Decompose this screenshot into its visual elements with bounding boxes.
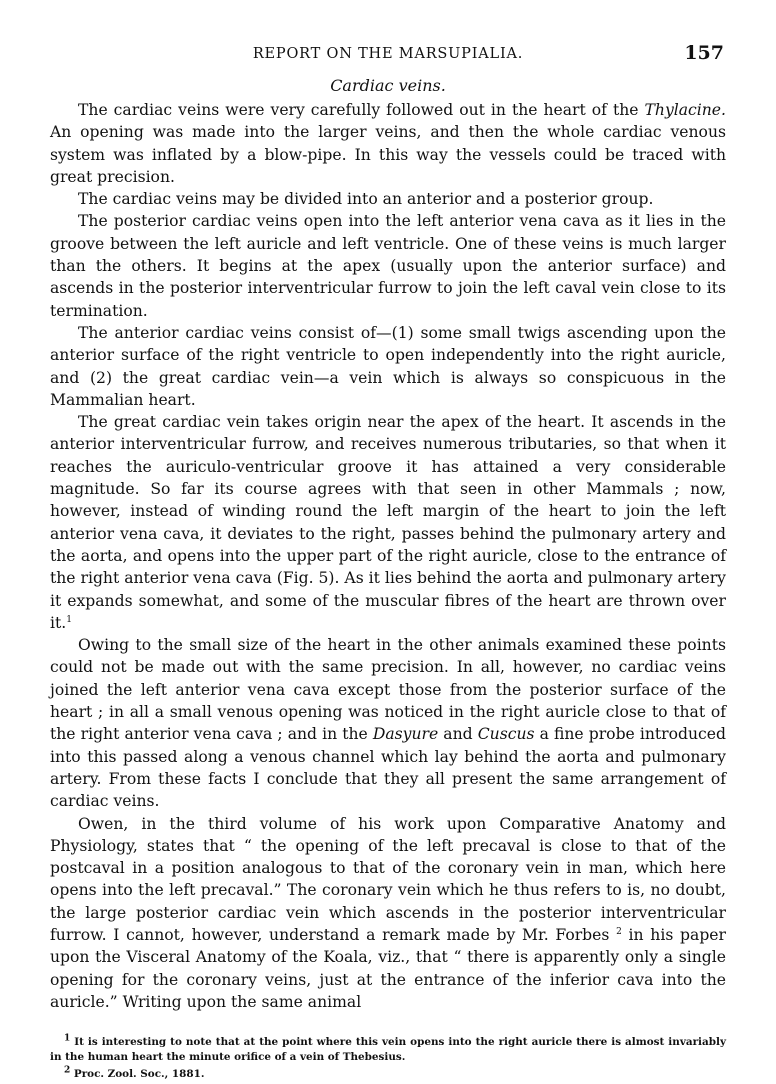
text-run: Owen, in the third volume of his work upon Comparative Anatomy and Physiology, states that “ the opening of the left precaval is close to that of the postcaval in a position analogous to that of the coronary vein in man, which here opens into the left precaval.” The coronary vein which he thus refers to is, no doubt, the large posterior cardiac vein which ascends in the posterior interventricular furrow. I cannot, however, understand a remark made by Mr. Forbes xyxy=(50,814,726,944)
footnote-ref: 2 xyxy=(616,926,622,937)
running-head xyxy=(50,40,726,68)
text-run: and xyxy=(438,725,478,744)
text-run: An opening was made into the larger veins, and then the whole cardiac venous system was inflated by a blow-pipe. In this way the vessels could be traced with great precision. xyxy=(50,123,726,186)
italic-term: Cuscus xyxy=(477,725,535,744)
paragraph xyxy=(50,634,726,812)
text-run: The great cardiac vein takes origin near the apex of the heart. It ascends in the anterior interventricular furrow, and receives numerous tributaries, so that when it reaches the auriculo-ventricular groove it has attained a very considerable magnitude. So far its course agrees with that seen in other Mammals ; now, however, instead of winding round the left margin of the heart to join the left anterior vena cava, it deviates to the right, passes behind the pulmonary artery and the aorta, and opens into the upper part of the right auricle, close to the entrance of the right anterior vena cava (Fig. 5). As it lies behind the aorta and pulmonary artery it expands somewhat, and some of the muscular fibres of the heart are thrown over it. xyxy=(50,413,726,632)
text-run: in his paper upon the Visceral Anatomy of the Koala, viz., that “ there is apparently only a single opening for the coronary veins, just at the entrance of the inferior cava into the auricle.” Writing upon the same animal xyxy=(50,925,726,1011)
text-run: a fine probe introduced into this passed along a venous channel which lay behind the aorta and pulmonary artery. From these facts I conclude that they all present the same arrangement of cardiac veins. xyxy=(50,725,726,811)
text-run: The anterior cardiac veins consist of—(1) some small twigs ascending upon the anterior surface of the right ventricle to open independently into the right auricle, and (2) the great cardiac vein—a vein which is always so conspicuous in the Mammalian heart. xyxy=(50,323,726,409)
italic-term: Thylacine. xyxy=(644,101,726,119)
section-title: Cardiac veins. xyxy=(330,76,446,95)
footnote-ref: 1 xyxy=(66,614,72,625)
footnote-mark: 1 xyxy=(64,1033,71,1044)
italic-term: Dasyure xyxy=(372,725,439,744)
running-title: REPORT ON THE MARSUPIALIA. xyxy=(252,46,524,62)
page-number: 157 xyxy=(684,42,724,64)
paragraph xyxy=(50,411,726,634)
footnote-mark: 2 xyxy=(64,1065,71,1076)
footnote-text: It is interesting to note that at the point where this vein opens into the right auricle there is almost invariably in the human heart the minute orifice of a vein of Thebesius. xyxy=(50,1036,726,1064)
paragraph xyxy=(50,99,726,188)
text-run: The posterior cardiac veins open into the left anterior vena cava as it lies in the groove between the left auricle and left ventricle. One of these veins is much larger than the others. It begins at the apex (usually upon the anterior surface) and ascends in the posterior interventricular furrow to join the left caval vein close to its termination. xyxy=(50,212,726,320)
body-text xyxy=(50,99,726,1013)
text-run: The cardiac veins may be divided into an anterior and a posterior group. xyxy=(78,190,654,209)
paragraph xyxy=(50,210,726,321)
text-run: The cardiac veins were very carefully followed out in the heart of the xyxy=(78,101,645,119)
footnote xyxy=(50,1067,726,1082)
page xyxy=(50,40,726,1084)
text-run: Owing to the small size of the heart in the other animals examined these points could not be made out with the same precision. In all, however, no cardiac veins joined the left anterior vena cava except those from the posterior surface of the heart ; in all a small venous opening was noticed in the right auricle close to that of the right anterior vena cava ; and in the xyxy=(50,636,726,744)
footnotes xyxy=(50,1035,726,1082)
paragraph xyxy=(50,813,726,1014)
paragraph xyxy=(50,188,726,210)
paragraph xyxy=(50,322,726,411)
footnote xyxy=(50,1035,726,1065)
footnote-text: Proc. Zool. Soc., 1881. xyxy=(70,1068,205,1081)
